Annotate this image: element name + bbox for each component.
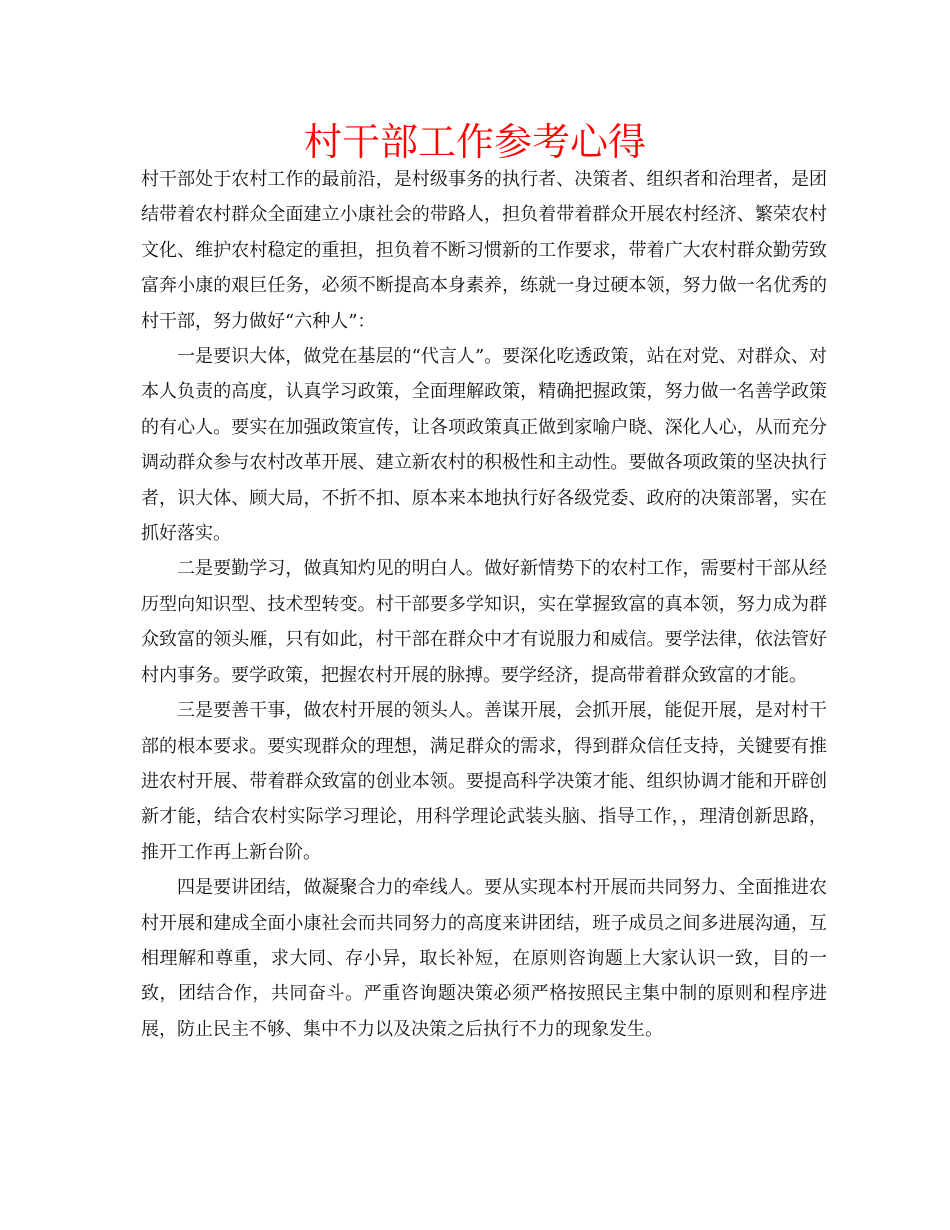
paragraph-point-two: 二是要勤学习，做真知灼见的明白人。做好新情势下的农村工作，需要村干部从经历型向知识型、技术型转变。村干部要多学知识，实在掌握致富的真本领，努力成为群众致富的领头雁，只有如此，村干部在群众中才有说服力和威信。要学法律，依法管好村内事务。要学政策，把握农村开展的脉搏。要学经济，提高带着群众致富的才能。 — [141, 558, 827, 686]
page-title: 村干部工作参考心得 — [303, 120, 646, 164]
paragraph-point-three: 三是要善干事，做农村开展的领头人。善谋开展，会抓开展，能促开展，是对村干部的根本要求。要实现群众的理想，满足群众的需求，得到群众信任支持，关键要有推进农村开展、带着群众致富的创业本领。要提高科学决策才能、组织协调才能和开辟创新才能，结合农村实际学习理论，用科学理论武装头脑、指导工作，，理清创新思路，推开工作再上新台阶。 — [141, 700, 827, 863]
paragraph-intro: 村干部处于农村工作的最前沿，是村级事务的执行者、决策者、组织者和治理者，是团结带着农村群众全面建立小康社会的带路人，担负着带着群众开展农村经济、繁荣农村文化、维护农村稳定的重担，担负着不断习惯新的工作要求，带着广大农村群众勤劳致富奔小康的艰巨任务，必须不断提高本身素养，练就一身过硬本领，努力做一名优秀的村干部，努力做好“六种人”： — [141, 169, 827, 332]
document-body — [141, 162, 827, 1047]
paragraph-point-one: 一是要识大体，做党在基层的“代言人”。要深化吃透政策，站在对党、对群众、对本人负责的高度，认真学习政策，全面理解政策，精确把握政策，努力做一名善学政策的有心人。要实在加强政策宣传，让各项政策真正做到家喻户晓、深化人心，从而充分调动群众参与农村改革开展、建立新农村的积极性和主动性。要做各项政策的坚决执行者，识大体、顾大局，不折不扣、原本来本地执行好各级党委、政府的决策部署，实在抓好落实。 — [141, 346, 827, 545]
paragraph-point-four: 四是要讲团结，做凝聚合力的牵线人。要从实现本村开展而共同努力、全面推进农村开展和建成全面小康社会而共同努力的高度来讲团结，班子成员之间多进展沟通，互相理解和尊重，求大同、存小异，取长补短，在原则咨询题上大家认识一致，目的一致，团结合作，共同奋斗。严重咨询题决策必须严格按照民主集中制的原则和程序进展，防止民主不够、集中不力以及决策之后执行不力的现象发生。 — [141, 877, 827, 1040]
